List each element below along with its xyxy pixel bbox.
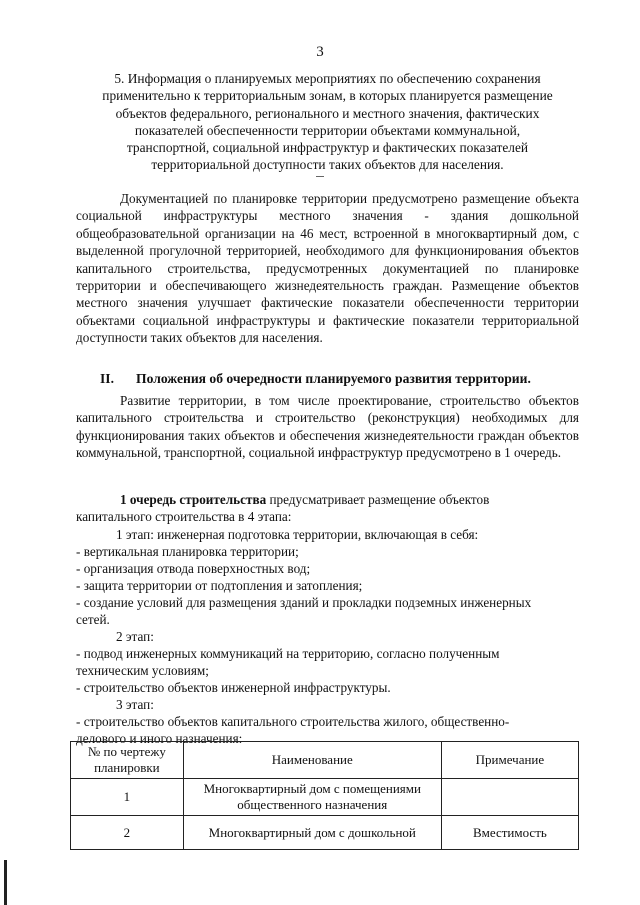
heading-line: показателей обеспеченности территории объектами коммунальной,: [134, 122, 521, 138]
paragraph-text: Документацией по планировке территории предусмотрено размещение объекта социальной инфраструктуры местного значения - здания дошкольной общеобразовательной организации на 46 мест, встроенной в многоквартирный дом, с выделенной прогулочной территорией, необходимого для функционирования объектов капитального строительства, предусмотренных документацией по планировке территории и обеспечивающего жизнедеятельность граждан. Размещение объектов местного значения улучшает фактические показатели обеспеченности территории объектами социальной инфраструктуры и фактические показатели территориальной доступности таких объектов для населения.: [76, 191, 579, 346]
list-item: делового и иного назначения:: [76, 731, 243, 746]
stage-intro-line: [76, 491, 579, 508]
stage-intro-bold: 1 очередь строительства: [120, 492, 267, 507]
stage1-title: 1 этап: инженерная подготовка территории, включающая в себя:: [116, 527, 479, 542]
dash-mark: [316, 176, 324, 177]
list-item: - создание условий для размещения зданий и прокладки подземных инженерных: [76, 595, 532, 610]
table-cell: Многоквартирный дом с помещениями общественного назначения: [183, 779, 441, 816]
heading-line: территориальной доступности таких объектов для населения.: [151, 157, 504, 173]
header-number: № по чертежу планировки: [71, 742, 184, 779]
heading-line: применительно к территориальным зонам, в которых планируется размещение: [102, 88, 553, 104]
header-note: Примечание: [441, 742, 578, 779]
stage3-title: 3 этап:: [116, 697, 154, 712]
section-number: II.: [100, 371, 114, 386]
table-row: [71, 779, 579, 816]
heading-line: объектов федерального, регионального и местного значения, фактических: [115, 105, 540, 121]
table-cell: 1: [71, 779, 184, 816]
table-cell: [441, 779, 578, 816]
paragraph-planning-docs: [76, 190, 579, 347]
table-header-row: [71, 742, 579, 779]
section-5-heading: [80, 70, 575, 174]
table-cell: 2: [71, 816, 184, 850]
header-name: Наименование: [183, 742, 441, 779]
section-2-heading: [100, 371, 531, 387]
list-item: сетей.: [76, 612, 110, 627]
list-item: - подвод инженерных коммуникаций на территорию, согласно полученным: [76, 646, 500, 661]
table-cell: Вместимость: [441, 816, 578, 850]
objects-table: [70, 741, 579, 850]
list-item: - строительство объектов капитального строительства жилого, общественно-: [76, 714, 510, 729]
stage-intro-rest: предусматривает размещение объектов: [266, 492, 490, 507]
list-item: - организация отвода поверхностных вод;: [76, 561, 311, 576]
heading-line: 5. Информация о планируемых мероприятиях по обеспечению сохранения: [114, 71, 541, 86]
list-item: - защита территории от подтопления и затопления;: [76, 578, 363, 593]
stage-intro-line2: капитального строительства в 4 этапа:: [76, 509, 292, 524]
list-item: техническим условиям;: [76, 663, 209, 678]
paragraph-text: Развитие территории, в том числе проектирование, строительство объектов капитального строительства и строительство (реконструкция) необходимых для функционирования таких объектов и обеспечения жизнедеятельности граждан объектов коммунальной, транспортной, социальной инфраструктур предусмотрено в 1 очередь.: [76, 393, 579, 461]
heading-line: транспортной, социальной инфраструктур и фактических показателей: [126, 140, 529, 156]
page-number: 3: [316, 44, 324, 60]
table-cell: Многоквартирный дом с дошкольной: [183, 816, 441, 850]
list-item: - вертикальная планировка территории;: [76, 544, 299, 559]
list-item: - строительство объектов инженерной инфраструктуры.: [76, 680, 391, 695]
table-row: [71, 816, 579, 850]
stage2-title: 2 этап:: [116, 629, 154, 644]
scan-edge-mark: [4, 860, 7, 905]
section-title: Положения об очередности планируемого развития территории.: [136, 371, 531, 386]
paragraph-development: [76, 392, 579, 462]
